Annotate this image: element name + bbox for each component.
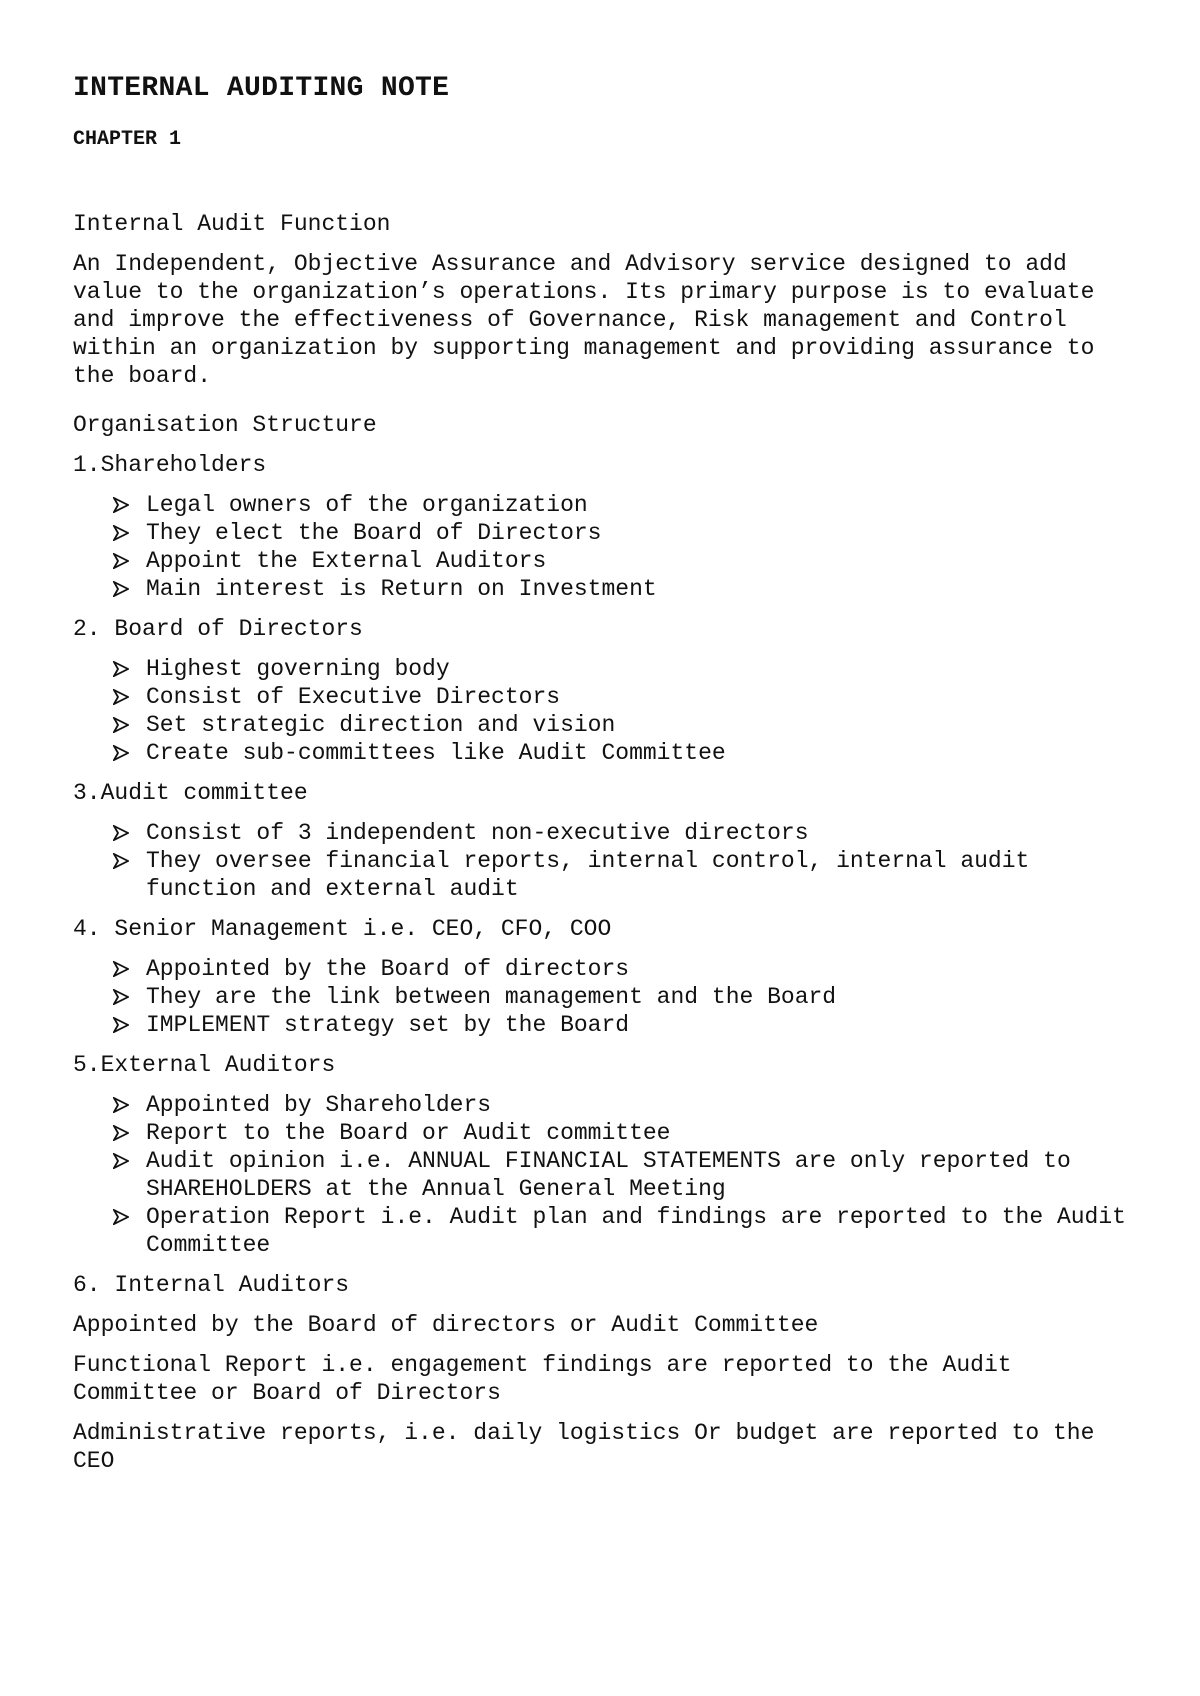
list-item	[73, 655, 1133, 683]
arrowhead-bullet-icon	[110, 491, 132, 519]
document-body	[73, 210, 1133, 1475]
arrowhead-bullet-icon	[110, 683, 132, 711]
list-item	[73, 683, 1133, 711]
section-heading-organisation-structure: Organisation Structure	[73, 412, 377, 438]
arrowhead-bullet-icon	[110, 739, 132, 767]
section-heading-audit-committee: 3.Audit committee	[73, 780, 308, 806]
list-item-text: They are the link between management and the Board	[146, 984, 837, 1010]
chapter-heading: CHAPTER 1	[73, 128, 182, 151]
section-heading-external-auditors: 5.External Auditors	[73, 1052, 336, 1078]
list-item	[73, 1147, 1133, 1203]
intro-paragraph: An Independent, Objective Assurance and Advisory service designed to add value to the organization’s operations. Its primary purpose is to evaluate and improve the effectiveness of Governance, Risk management and Control within an organization by supporting management and providing assurance to the board.	[73, 251, 1095, 389]
list-item-text: Appointed by the Board of directors	[146, 956, 630, 982]
arrowhead-bullet-icon	[110, 983, 132, 1011]
list-item-text: Legal owners of the organization	[146, 492, 588, 518]
arrowhead-bullet-icon	[110, 1203, 132, 1231]
list-item-text: Audit opinion i.e. ANNUAL FINANCIAL STATEMENTS are only reported to SHAREHOLDERS at the Annual General Meeting	[146, 1148, 1071, 1202]
list-item-text: They elect the Board of Directors	[146, 520, 602, 546]
list-item	[73, 819, 1133, 847]
arrowhead-bullet-icon	[110, 711, 132, 739]
list-item-text: IMPLEMENT strategy set by the Board	[146, 1012, 630, 1038]
section-heading-internal-auditors: 6. Internal Auditors	[73, 1272, 350, 1298]
arrowhead-bullet-icon	[110, 519, 132, 547]
list-item-text: Operation Report i.e. Audit plan and findings are reported to the Audit Committee	[146, 1204, 1126, 1258]
list-item	[73, 1011, 1133, 1039]
list-item	[73, 711, 1133, 739]
list-item-text: They oversee financial reports, internal control, internal audit function and external audit	[146, 848, 1030, 902]
list-item-text: Consist of Executive Directors	[146, 684, 561, 710]
bullet-list-external-auditors	[73, 1091, 1133, 1259]
internal-auditors-appointment: Appointed by the Board of directors or Audit Committee	[73, 1312, 819, 1338]
arrowhead-bullet-icon	[110, 1119, 132, 1147]
list-item-text: Create sub-committees like Audit Committee	[146, 740, 726, 766]
section-heading-senior-management: 4. Senior Management i.e. CEO, CFO, COO	[73, 916, 612, 942]
list-item-text: Appoint the External Auditors	[146, 548, 547, 574]
arrowhead-bullet-icon	[110, 655, 132, 683]
arrowhead-bullet-icon	[110, 819, 132, 847]
arrowhead-bullet-icon	[110, 547, 132, 575]
list-item	[73, 1119, 1133, 1147]
list-item	[73, 1203, 1133, 1259]
list-item	[73, 491, 1133, 519]
list-item-text: Highest governing body	[146, 656, 450, 682]
internal-auditors-functional-report: Functional Report i.e. engagement findings are reported to the Audit Committee or Board of Directors	[73, 1352, 1012, 1406]
list-item	[73, 1091, 1133, 1119]
arrowhead-bullet-icon	[110, 847, 132, 875]
section-heading-shareholders: 1.Shareholders	[73, 452, 267, 478]
arrowhead-bullet-icon	[110, 955, 132, 983]
list-item-text: Report to the Board or Audit committee	[146, 1120, 671, 1146]
internal-auditors-administrative-reports: Administrative reports, i.e. daily logistics Or budget are reported to the CEO	[73, 1420, 1095, 1474]
list-item-text: Set strategic direction and vision	[146, 712, 616, 738]
arrowhead-bullet-icon	[110, 1011, 132, 1039]
list-item	[73, 955, 1133, 983]
arrowhead-bullet-icon	[110, 1091, 132, 1119]
section-heading-internal-audit-function: Internal Audit Function	[73, 211, 391, 237]
list-item-text: Appointed by Shareholders	[146, 1092, 492, 1118]
list-item	[73, 847, 1133, 903]
bullet-list-board-of-directors	[73, 655, 1133, 767]
arrowhead-bullet-icon	[110, 1147, 132, 1175]
bullet-list-shareholders	[73, 491, 1133, 603]
list-item	[73, 519, 1133, 547]
section-heading-board-of-directors: 2. Board of Directors	[73, 616, 363, 642]
list-item-text: Main interest is Return on Investment	[146, 576, 657, 602]
list-item-text: Consist of 3 independent non-executive directors	[146, 820, 809, 846]
list-item	[73, 739, 1133, 767]
list-item	[73, 547, 1133, 575]
bullet-list-audit-committee	[73, 819, 1133, 903]
document-title: INTERNAL AUDITING NOTE	[73, 73, 450, 104]
list-item	[73, 983, 1133, 1011]
bullet-list-senior-management	[73, 955, 1133, 1039]
list-item	[73, 575, 1133, 603]
arrowhead-bullet-icon	[110, 575, 132, 603]
